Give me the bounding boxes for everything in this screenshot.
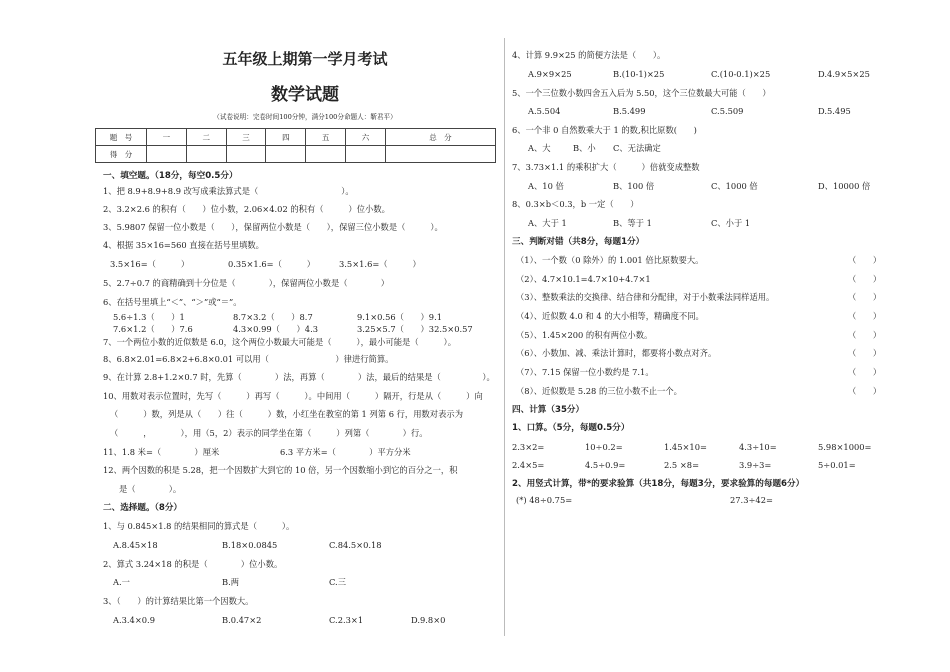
question-text: 3.5×16=（ ） bbox=[110, 259, 190, 269]
judge-item: （3）、整数乘法的交换律、结合律和分配律，对于小数乘法同样适用。 bbox=[516, 292, 775, 302]
question-text: 8、0.3×b＜0.3，b 一定（ ） bbox=[512, 199, 639, 209]
question-text: 3.25×5.7（ ）32.5×0.57 bbox=[357, 324, 473, 334]
choice-option: C.三 bbox=[329, 577, 346, 587]
choice-option: D.9.8×0 bbox=[411, 615, 446, 625]
oral-calc: 2.5 ×8= bbox=[664, 460, 700, 470]
column-divider bbox=[504, 38, 505, 636]
choice-option: A.一 bbox=[113, 577, 130, 587]
judge-item: （8）、近似数是 5.28 的三位小数不止一个。 bbox=[516, 386, 682, 396]
choice-option: D.4.9×5×25 bbox=[818, 69, 870, 79]
section-heading-calc: 四、计算（35分） bbox=[512, 405, 585, 415]
choice-option: C.5.509 bbox=[711, 106, 744, 116]
answer-paren[interactable]: （ ） bbox=[848, 367, 882, 377]
choice-option: C、1000 倍 bbox=[711, 181, 758, 191]
choice-option: A、10 倍 bbox=[528, 181, 564, 191]
choice-option: B.5.499 bbox=[613, 106, 646, 116]
judge-item: （6）、小数加、减、乘法计算时，都要将小数点对齐。 bbox=[516, 348, 717, 358]
table-cell: 一 bbox=[147, 129, 187, 146]
table-cell: 四 bbox=[266, 129, 306, 146]
question-text: 7、3.73×1.1 的乘积扩大（ ）倍就变成整数 bbox=[512, 162, 700, 172]
answer-paren[interactable]: （ ） bbox=[848, 311, 882, 321]
choice-option: A.5.504 bbox=[528, 106, 561, 116]
judge-item: （7）、7.15 保留一位小数约是 7.1。 bbox=[516, 367, 654, 377]
answer-paren[interactable]: （ ） bbox=[848, 386, 882, 396]
question-text: 5、2.7÷0.7 的商精确到十分位是（ ），保留两位小数是（ ） bbox=[103, 278, 390, 288]
section-heading-true-false: 三、判断对错（共8分，每题1分） bbox=[512, 237, 645, 247]
oral-calc: 5.98×1000= bbox=[818, 442, 872, 452]
choice-option: B.18×0.0845 bbox=[222, 540, 278, 550]
table-cell: 六 bbox=[346, 129, 386, 146]
question-text: 8、6.8×2.01=6.8×2+6.8×0.01 可以用（ ）律进行简算。 bbox=[103, 354, 394, 364]
score-table bbox=[95, 128, 496, 163]
choice-option: B、100 倍 bbox=[613, 181, 655, 191]
question-text: 5.6÷1.3（ ）1 bbox=[113, 312, 185, 322]
choice-option: B.(10-1)×25 bbox=[613, 69, 665, 79]
table-cell: 得 分 bbox=[96, 146, 147, 163]
judge-item: （4）、近似数 4.0 和 4 的大小相等，精确度不同。 bbox=[516, 311, 704, 321]
choice-option: D.5.495 bbox=[818, 106, 851, 116]
question-text: 9、在计算 2.8+1.2×0.7 时，先算（ ）法，再算（ ）法，最后的结果是（ ）。 bbox=[103, 372, 495, 382]
judge-item: （2）、4.7×10.1=4.7×10+4.7×1 bbox=[516, 274, 651, 284]
oral-calc: 4.3÷10= bbox=[739, 442, 777, 452]
choice-option: C、小于 1 bbox=[711, 218, 751, 228]
question-text: 1、与 0.845×1.8 的结果相同的算式是（ ）。 bbox=[103, 521, 295, 531]
score-cell[interactable] bbox=[186, 146, 226, 163]
question-text: 3、5.9807 保留一位小数是（ ），保留两位小数是（ ），保留三位小数是（ ）。 bbox=[103, 222, 443, 232]
question-text: 10、用数对表示位置时，先写（ ）再写（ ）。中间用（ ）隔开，行是从（ ）向 bbox=[103, 391, 483, 401]
choice-option: B、等于 1 bbox=[613, 218, 652, 228]
question-text: 6、在括号里填上“＜”、“＞”或“＝”。 bbox=[103, 297, 242, 307]
choice-option: C.(10-0.1)×25 bbox=[711, 69, 771, 79]
vertical-calc: 27.3÷42= bbox=[730, 495, 773, 505]
choice-option: C、无法确定 bbox=[613, 143, 661, 153]
question-text: 4、根据 35×16=560 直接在括号里填数。 bbox=[103, 240, 264, 250]
answer-paren[interactable]: （ ） bbox=[848, 330, 882, 340]
choice-option: A、大 bbox=[528, 143, 551, 153]
exam-subtitle: 数学试题 bbox=[271, 85, 339, 105]
oral-calc: 4.5÷0.9= bbox=[585, 460, 626, 470]
question-text: 7.6×1.2（ ）7.6 bbox=[113, 324, 193, 334]
table-cell: 五 bbox=[306, 129, 346, 146]
oral-calc: 2.3×2= bbox=[512, 442, 545, 452]
score-cell[interactable] bbox=[385, 146, 495, 163]
question-text: 3、（ ）的计算结果比第一个因数大。 bbox=[103, 596, 254, 606]
question-text: 1、把 8.9+8.9+8.9 改写成乘法算式是（ ）。 bbox=[103, 186, 354, 196]
choice-option: A.3.4×0.9 bbox=[113, 615, 155, 625]
question-text: 8.7×3.2（ ）8.7 bbox=[233, 312, 313, 322]
question-text: 11、1.8 米=（ ）厘米 bbox=[103, 447, 220, 457]
choice-option: A.9×9×25 bbox=[528, 69, 572, 79]
exam-title: 五年级上期第一学月考试 bbox=[222, 50, 388, 68]
choice-option: C.2.3×1 bbox=[329, 615, 364, 625]
oral-calc: 1.45×10= bbox=[664, 442, 707, 452]
score-table-row bbox=[96, 129, 496, 146]
choice-option: A.8.45×18 bbox=[113, 540, 158, 550]
question-text: 2、算式 3.24×18 的积是（ ）位小数。 bbox=[103, 559, 283, 569]
subsection-heading: 1、口算。（5分，每题0.5分） bbox=[512, 423, 630, 433]
table-cell: 总 分 bbox=[385, 129, 495, 146]
table-cell: 题 号 bbox=[96, 129, 147, 146]
choice-option: B.0.47×2 bbox=[222, 615, 262, 625]
choice-option: C.84.5×0.18 bbox=[329, 540, 382, 550]
answer-paren[interactable]: （ ） bbox=[848, 274, 882, 284]
question-text: 4.3×0.99（ ）4.3 bbox=[233, 324, 319, 334]
exam-note: （试卷说明：完卷时间100分钟，满分100分命题人：靳君平） bbox=[213, 113, 397, 121]
answer-paren[interactable]: （ ） bbox=[848, 255, 882, 265]
choice-option: A、大于 1 bbox=[528, 218, 567, 228]
subsection-heading: 2、用竖式计算，带*的要求验算（共18分，每题3分，要求验算的每题6分） bbox=[512, 479, 805, 489]
question-text: 0.35×1.6=（ ） bbox=[228, 259, 316, 269]
score-cell[interactable] bbox=[226, 146, 266, 163]
question-text: 2、3.2×2.6 的积有（ ）位小数，2.06×4.02 的积有（ ）位小数。 bbox=[103, 204, 390, 214]
table-cell: 二 bbox=[186, 129, 226, 146]
choice-option: D、10000 倍 bbox=[818, 181, 871, 191]
question-text: 4、计算 9.9×25 的简便方法是（ ）。 bbox=[512, 50, 666, 60]
question-text: 7、一个两位小数的近似数是 6.0，这个两位小数最大可能是（ ），最小可能是（ ）。 bbox=[103, 337, 456, 347]
question-text: 12、两个因数的积是 5.28，把一个因数扩大到它的 10 倍，另一个因数缩小到它的百分之一，积 bbox=[103, 465, 458, 475]
oral-calc: 2.4×5= bbox=[512, 460, 545, 470]
question-text: 5、一个三位数小数四舍五入后为 5.50，这个三位数最大可能（ ） bbox=[512, 88, 771, 98]
choice-option: B、小 bbox=[573, 143, 596, 153]
question-text: （ ）数，列是从（ ）往（ ）数，小红坐在教室的第 1 列第 6 行，用数对表示为 bbox=[110, 409, 463, 419]
question-text: 6、一个非 0 自然数乘大于 1 的数,积比原数( ) bbox=[512, 125, 697, 135]
answer-paren[interactable]: （ ） bbox=[848, 292, 882, 302]
choice-option: B.两 bbox=[222, 577, 240, 587]
question-text: 3.5×1.6=（ ） bbox=[339, 259, 421, 269]
oral-calc: 3.9÷3= bbox=[739, 460, 772, 470]
question-text: 是（ ）。 bbox=[119, 484, 182, 494]
judge-item: （5）、1.45×200 的积有两位小数。 bbox=[516, 330, 653, 340]
score-cell[interactable] bbox=[147, 146, 187, 163]
question-text: （ ， ），用（5，2）表示的同学坐在第（ ）列第（ ）行。 bbox=[110, 428, 428, 438]
judge-item: （1）、一个数（0 除外）的 1.001 倍比原数要大。 bbox=[516, 255, 704, 265]
table-cell: 三 bbox=[226, 129, 266, 146]
oral-calc: 10÷0.2= bbox=[585, 442, 623, 452]
question-text: 9.1×0.56（ ）9.1 bbox=[357, 312, 443, 322]
oral-calc: 5÷0.01= bbox=[818, 460, 856, 470]
score-cell[interactable] bbox=[266, 146, 306, 163]
score-table-row bbox=[96, 146, 496, 163]
question-text: 6.3 平方米=（ ）平方分米 bbox=[280, 447, 411, 457]
vertical-calc: (*) 48÷0.75= bbox=[516, 495, 573, 505]
section-heading-choice: 二、选择题。（8分） bbox=[103, 503, 183, 513]
answer-paren[interactable]: （ ） bbox=[848, 348, 882, 358]
section-heading-fill-in: 一、填空题。（18分，每空0.5分） bbox=[103, 171, 238, 181]
score-cell[interactable] bbox=[306, 146, 346, 163]
score-cell[interactable] bbox=[346, 146, 386, 163]
